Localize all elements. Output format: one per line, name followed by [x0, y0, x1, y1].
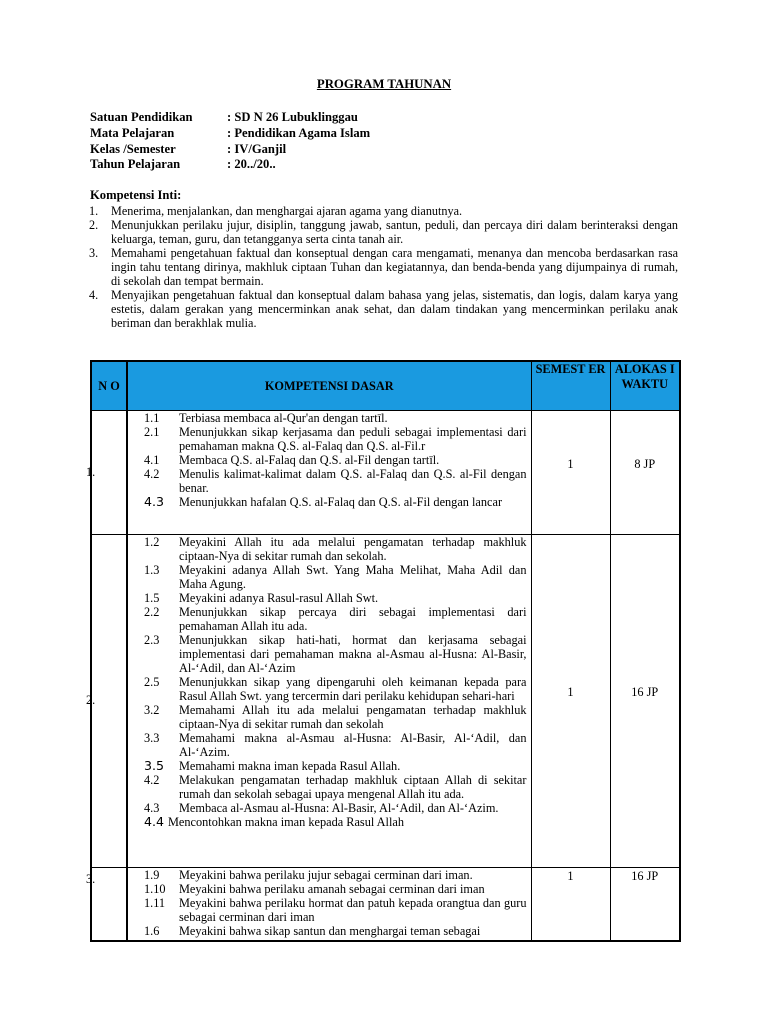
- alokasi-waktu-cell: 16 JP: [610, 535, 680, 868]
- semester-cell: 1: [531, 868, 610, 941]
- kd-item: [128, 801, 531, 815]
- kd-text: Meyakini adanya Allah Swt. Yang Maha Melihat, Maha Adil dan Maha Agung.: [179, 563, 527, 591]
- header-semester: SEMEST ER: [531, 361, 610, 411]
- info-row: [90, 110, 370, 126]
- table-row: [91, 868, 680, 941]
- kd-item: [128, 815, 531, 829]
- kd-text: Memahami makna al-Asmau al-Husna: Al-Basir, Al-‘Adil, dan Al-‘Azim.: [179, 731, 527, 759]
- kd-text: Menulis kalimat-kalimat dalam Q.S. al-Falaq dan Q.S. al-Fil dengan benar.: [179, 467, 527, 495]
- list-item-text: Menunjukkan perilaku jujur, disiplin, tanggung jawab, santun, peduli, dan percaya diri dalam berinteraksi dengan keluarga, teman, guru, dan tetangganya serta cinta tanah air.: [111, 218, 678, 246]
- kd-code: 2.1: [144, 425, 160, 439]
- kd-item: [128, 605, 531, 633]
- kd-text: Mencontohkan makna iman kepada Rasul Allah: [168, 815, 404, 829]
- kompetensi-dasar-cell: [127, 535, 531, 868]
- alokasi-waktu-cell: 16 JP: [610, 868, 680, 941]
- kd-text: Menunjukkan sikap kerjasama dan peduli sebagai implementasi dari pemahaman makna Q.S. al-Falaq dan Q.S. al-Fil.r: [179, 425, 527, 453]
- kd-item: [128, 882, 531, 896]
- kd-text: Menunjukkan sikap hati-hati, hormat dan kerjasama sebagai implementasi dari pemahaman makna al-Asmau al-Husna: Al-Basir, Al-‘Adil, dan Al-‘Azim: [179, 633, 527, 675]
- kd-item: [128, 467, 531, 495]
- kd-code: 4.4: [144, 814, 165, 829]
- info-label: Kelas /Semester: [90, 141, 176, 156]
- kd-item: [128, 896, 531, 924]
- list-item-number: 3.: [89, 246, 99, 260]
- row-number-cell: [86, 535, 127, 868]
- kd-item: [128, 425, 531, 453]
- kd-code: 1.10: [144, 882, 166, 896]
- kd-text: Memahami makna iman kepada Rasul Allah.: [179, 759, 401, 773]
- kd-text: Meyakini Allah itu ada melalui pengamatan terhadap makhluk ciptaan-Nya di sekitar rumah dan sekolah.: [179, 535, 527, 563]
- list-item-text: Menyajikan pengetahuan faktual dan konseptual dalam bahasa yang jelas, sistematis, dan logis, dalam karya yang estetis, dalam gerakan yang mencerminkan anak sehat, dan dalam tindakan yang mencerminkan perilaku anak beriman dan berakhlak mulia.: [111, 288, 678, 330]
- table-row: [91, 535, 680, 868]
- kd-item: [128, 675, 531, 703]
- info-value: : 20../20..: [227, 157, 276, 172]
- kd-item: [128, 453, 531, 467]
- kd-code: 3.3: [144, 731, 160, 745]
- semester-cell: 1: [531, 535, 610, 868]
- row-number: 1.: [86, 465, 96, 479]
- kd-text: Meyakini bahwa perilaku hormat dan patuh kepada orangtua dan guru sebagai cerminan dari iman: [179, 896, 527, 924]
- semester-cell: 1: [531, 411, 610, 535]
- kd-text: Meyakini bahwa sikap santun dan menghargai teman sebagai: [179, 924, 481, 938]
- kd-code: 1.5: [144, 591, 160, 605]
- page-title: PROGRAM TAHUNAN: [316, 77, 452, 91]
- kd-text: Membaca Q.S. al-Falaq dan Q.S. al-Fil dengan tartīl.: [179, 453, 440, 467]
- kd-code: 1.6: [144, 924, 160, 938]
- list-item-number: 4.: [89, 288, 99, 302]
- alokasi-waktu-cell: 8 JP: [610, 411, 680, 535]
- kd-text: Menunjukkan sikap percaya diri sebagai implementasi dari pemahaman Allah itu ada.: [179, 605, 527, 633]
- kd-item: [128, 773, 531, 801]
- row-number-cell: [86, 868, 127, 941]
- kd-item: [128, 495, 531, 509]
- kd-text: Meyakini bahwa perilaku amanah sebagai cerminan dari iman: [179, 882, 485, 896]
- kd-code: 4.2: [144, 467, 160, 481]
- kd-item: [128, 759, 531, 773]
- list-item-number: 2.: [89, 218, 99, 232]
- kd-code: 3.5: [144, 758, 165, 773]
- info-value: : IV/Ganjil: [227, 141, 287, 156]
- kd-text: Meyakini adanya Rasul-rasul Allah Swt.: [179, 591, 379, 605]
- kd-code: 4.3: [144, 801, 160, 815]
- row-number: 2.: [86, 693, 96, 707]
- kd-text: Memahami Allah itu ada melalui pengamatan terhadap makhluk ciptaan-Nya di sekitar rumah dan sekolah: [179, 703, 527, 731]
- info-label: Satuan Pendidikan: [90, 110, 193, 124]
- kompetensi-dasar-cell: [127, 411, 531, 535]
- kd-code: 4.2: [144, 773, 160, 787]
- list-item-number: 1.: [89, 204, 99, 218]
- kompetensi-inti-list: [89, 204, 678, 330]
- kd-text: Menunjukkan sikap yang dipengaruhi oleh keimanan kepada para Rasul Allah Swt. yang tercermin dari perilaku kehidupan sehari-hari: [179, 675, 527, 703]
- info-row: [90, 142, 370, 158]
- kompetensi-inti-heading: Kompetensi Inti:: [90, 188, 182, 202]
- kompetensi-dasar-table: [86, 360, 681, 942]
- kd-code: 1.3: [144, 563, 160, 577]
- list-item-text: Menerima, menjalankan, dan menghargai ajaran agama yang dianutnya.: [111, 204, 463, 218]
- kd-code: 4.1: [144, 453, 160, 467]
- info-row: [90, 126, 370, 142]
- list-item: [89, 288, 678, 330]
- kd-code: 4.3: [144, 494, 165, 509]
- kd-item: [128, 703, 531, 731]
- kd-item: [128, 633, 531, 675]
- list-item: [89, 218, 678, 246]
- kd-item: [128, 535, 531, 563]
- info-value: : SD N 26 Lubuklinggau: [227, 110, 358, 124]
- kd-text: Terbiasa membaca al-Qur'an dengan tartīl.: [179, 411, 388, 425]
- kompetensi-dasar-cell: [127, 868, 531, 941]
- row-number-cell: [86, 411, 127, 535]
- header-kompetensi-dasar: KOMPETENSI DASAR: [127, 361, 531, 411]
- kd-code: 1.11: [144, 896, 166, 910]
- list-item: [89, 246, 678, 288]
- list-item-text: Memahami pengetahuan faktual dan konseptual dengan cara mengamati, menanya dan mencoba berdasarkan rasa ingin tahu tentang dirinya, makhluk ciptaan Tuhan dan kegiatannya, dan benda-benda yang dijumpainya di rumah, di sekolah dan tempat bermain.: [111, 246, 678, 288]
- kd-text: Meyakini bahwa perilaku jujur sebagai cerminan dari iman.: [179, 868, 473, 882]
- kd-code: 2.2: [144, 605, 160, 619]
- list-item: [89, 204, 678, 218]
- kd-code: 3.2: [144, 703, 160, 717]
- kd-code: 1.1: [144, 411, 160, 425]
- row-number: 3.: [86, 872, 96, 886]
- kd-text: Melakukan pengamatan terhadap makhluk ciptaan Allah di sekitar rumah dan sekolah sebagai upaya mengenal Allah itu ada.: [179, 773, 527, 801]
- document-info: [90, 110, 370, 173]
- kd-code: 1.2: [144, 535, 160, 549]
- kd-item: [128, 563, 531, 591]
- kd-item: [128, 591, 531, 605]
- kd-text: Membaca al-Asmau al-Husna: Al-Basir, Al-‘Adil, dan Al-‘Azim.: [179, 801, 499, 815]
- kd-code: 2.3: [144, 633, 160, 647]
- info-label: Mata Pelajaran: [90, 125, 175, 140]
- header-no: N O: [91, 361, 127, 411]
- kd-code: 1.9: [144, 868, 160, 882]
- table-row: [91, 411, 680, 535]
- kd-item: [128, 731, 531, 759]
- info-label: Tahun Pelajaran: [90, 157, 181, 172]
- info-row: [90, 157, 370, 173]
- kd-text: Menunjukkan hafalan Q.S. al-Falaq dan Q.S. al-Fil dengan lancar: [179, 495, 503, 509]
- kd-code: 2.5: [144, 675, 160, 689]
- header-alokasi-waktu: ALOKAS I WAKTU: [610, 361, 680, 411]
- kd-item: [128, 868, 531, 882]
- kd-item: [128, 411, 531, 425]
- info-value: : Pendidikan Agama Islam: [227, 125, 371, 140]
- kd-item: [128, 924, 531, 938]
- table-header-row: [91, 361, 680, 411]
